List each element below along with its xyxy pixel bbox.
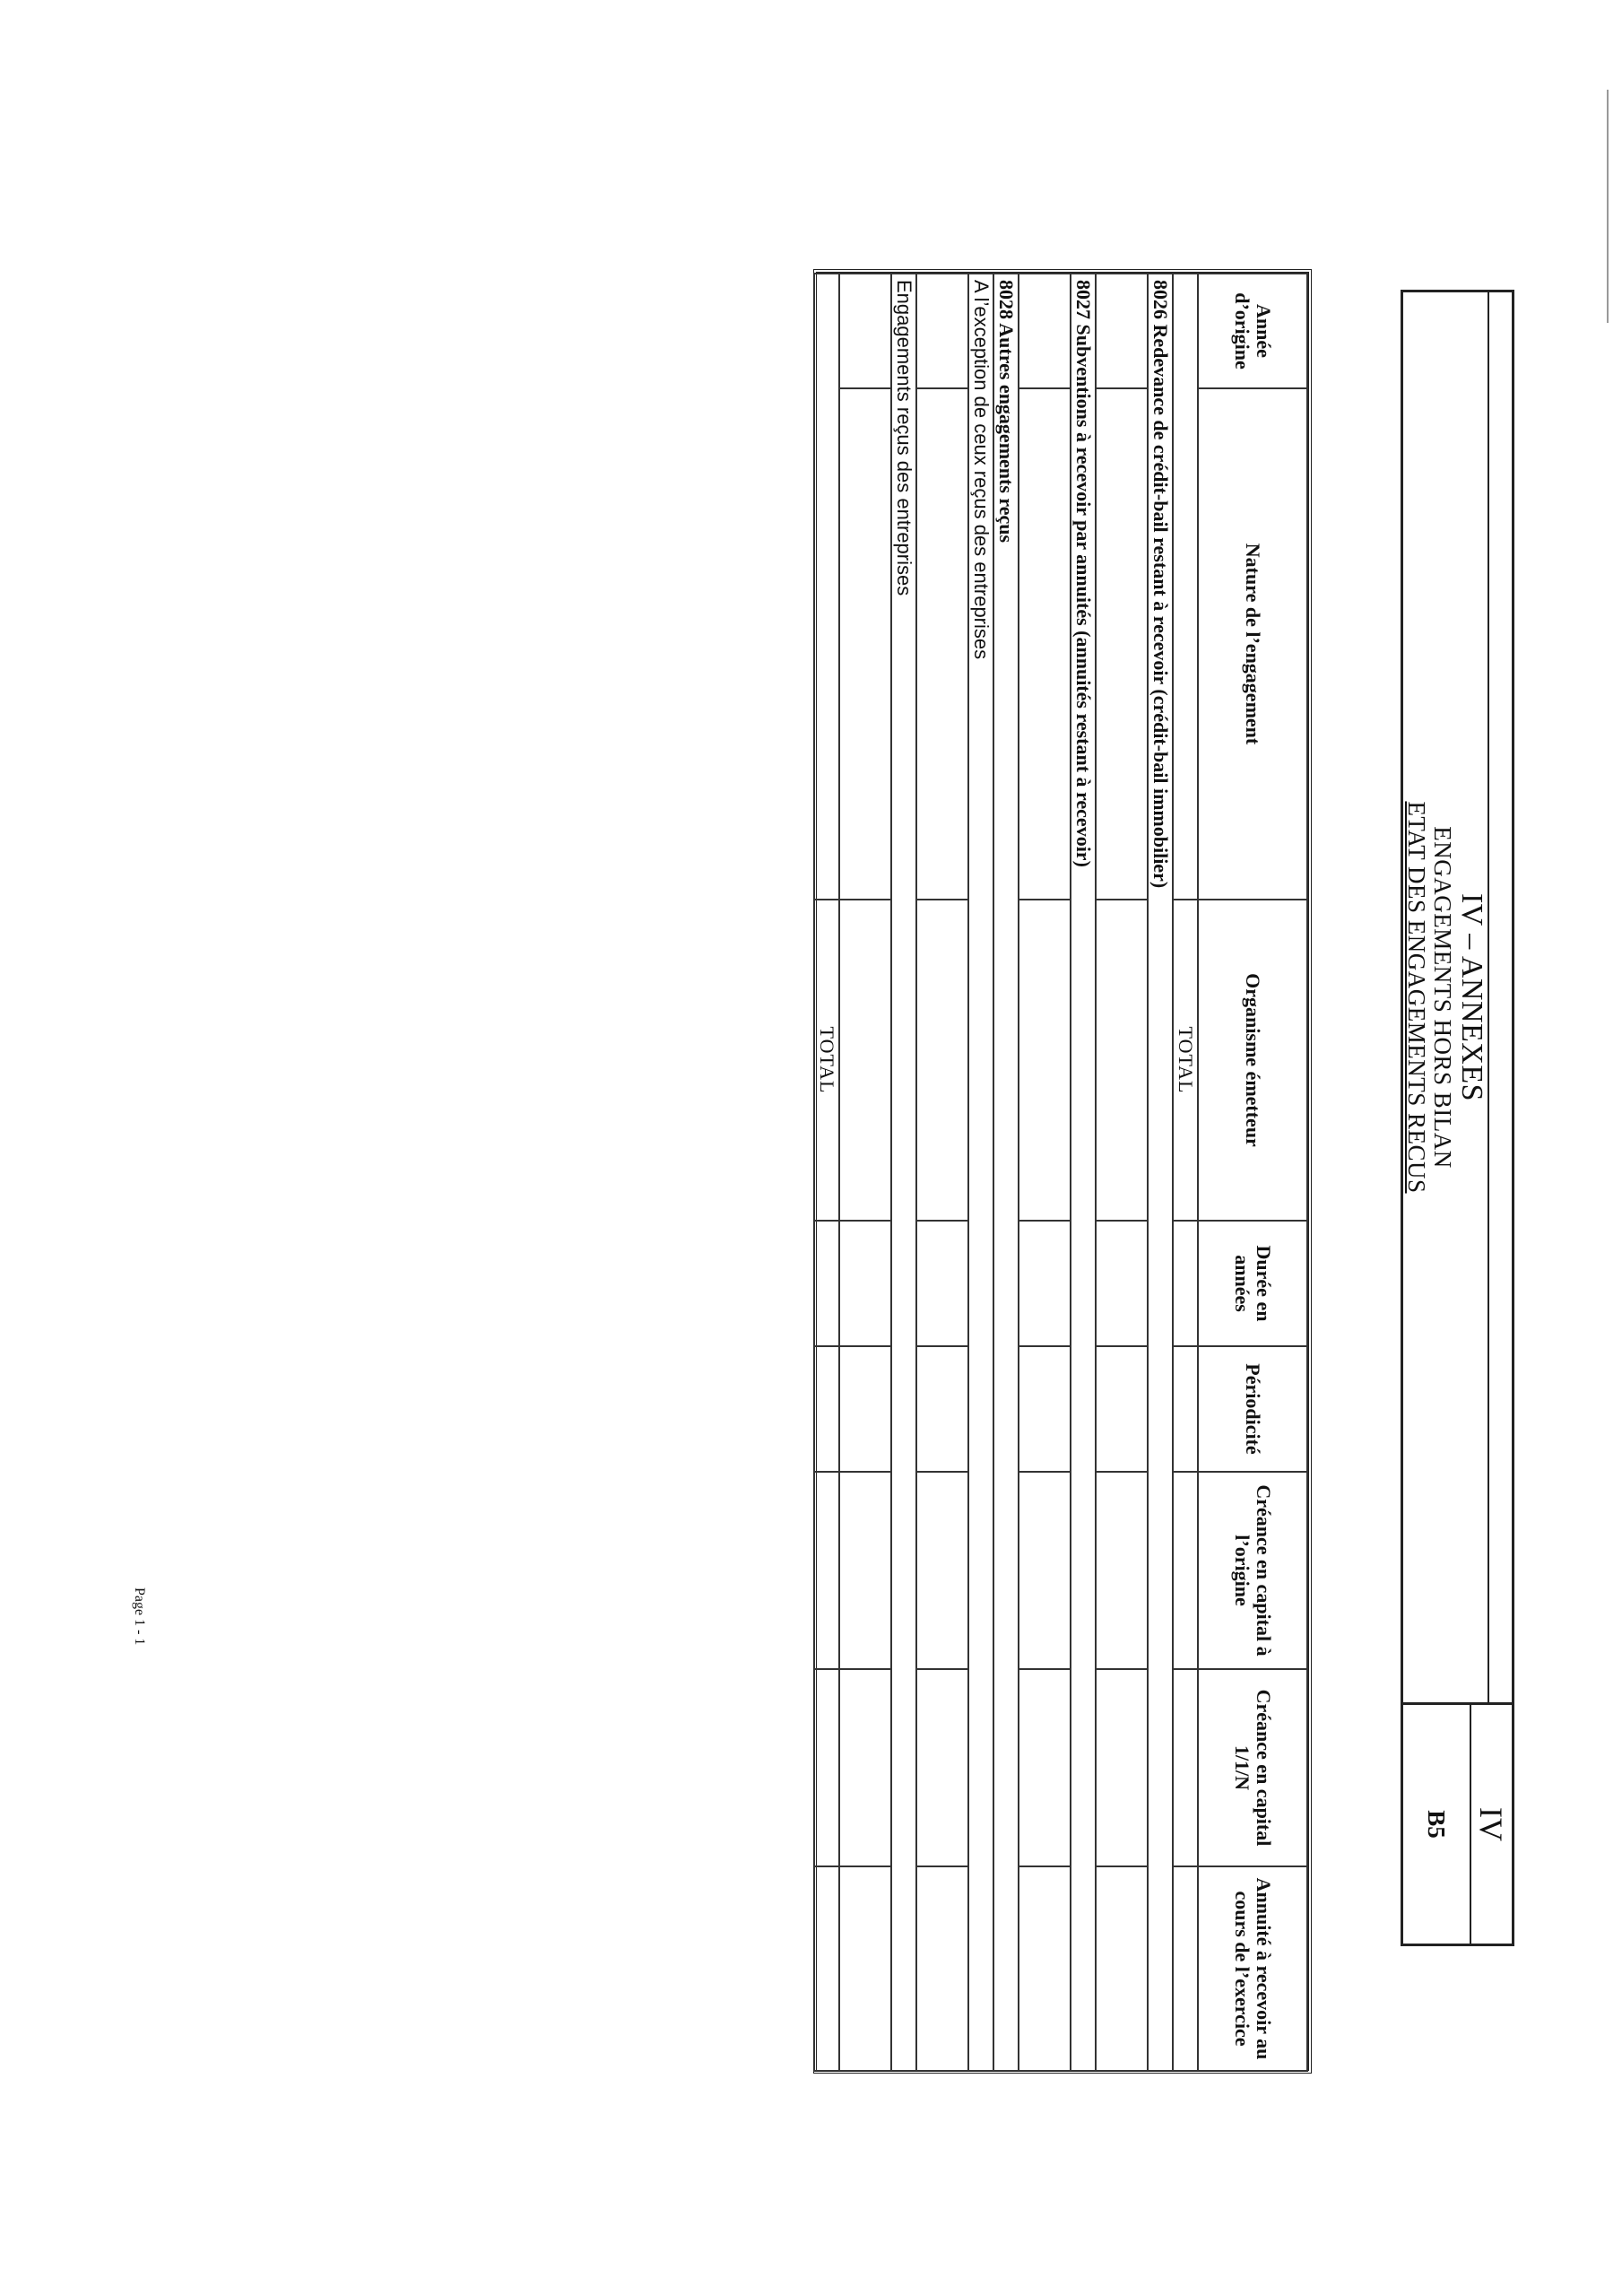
total-label: TOTAL (1173, 900, 1198, 1221)
col-header-duree: Durée en années (1198, 1221, 1307, 1346)
table-row (1173, 274, 1198, 2071)
subsection-row-exception (968, 274, 993, 2071)
subsection-row-entreprises (891, 274, 916, 2071)
section-row-8026 (1148, 274, 1173, 2071)
col-header-periodicite: Périodicité (1198, 1346, 1307, 1472)
section-label-8027: 8027 Subventions à recevoir par annuités (annuités restant à recevoir) (1071, 274, 1096, 2071)
subsection-label-entreprises: Engagements reçus des entreprises (891, 274, 916, 2071)
header-top-band (1488, 292, 1512, 1702)
table-row (1096, 274, 1148, 2071)
section-label-8026: 8026 Redevance de crédit-bail restant à recevoir (crédit-bail immobilier) (1148, 274, 1173, 2071)
col-header-organisme: Organisme émetteur (1198, 900, 1307, 1221)
section-roman-code: IV (1470, 1705, 1512, 1944)
header-code-box (1403, 1705, 1512, 1944)
table-total-row (814, 274, 839, 2071)
col-header-annee: Année d’origine (1198, 274, 1307, 388)
col-header-nature: Nature de l’engagement (1198, 388, 1307, 900)
section-row-8027 (1071, 274, 1096, 2071)
header-box (1401, 290, 1514, 1946)
page-subtitle-1: ENGAGEMENTS HORS BILAN (1429, 826, 1456, 1169)
col-header-creance-1-1-n: Créance en capital 1/1/N (1198, 1669, 1307, 1866)
page-number: Page 1 - 1 (132, 1587, 147, 1646)
subsection-label-exception: A l’exception de ceux reçus des entreprises (968, 274, 993, 2071)
table-row (1019, 274, 1071, 2071)
header-title-area (1403, 292, 1512, 1705)
scan-margin-mark (1607, 90, 1609, 323)
section-label-8028: 8028 Autres engagements reçus (993, 274, 1019, 2071)
page-subtitle-2: ETAT DES ENGAGEMENTS RECUS (1403, 801, 1430, 1194)
page-title: IV – ANNEXES (1455, 892, 1488, 1102)
table-header-row (1198, 274, 1307, 2071)
section-row-8028 (993, 274, 1019, 2071)
form-code: B5 (1423, 1810, 1451, 1839)
engagements-grid (813, 273, 1308, 2072)
table-row (916, 274, 968, 2071)
table-row (839, 274, 891, 2071)
header-titles (1403, 292, 1488, 1702)
col-header-creance-origine: Créance en capital à l’origine (1198, 1472, 1307, 1669)
total-label-bottom: TOTAL (814, 900, 839, 1221)
engagements-table (813, 269, 1312, 2074)
col-header-annuite: Annuité à recevoir au cours de l’exercice (1198, 1866, 1307, 2071)
